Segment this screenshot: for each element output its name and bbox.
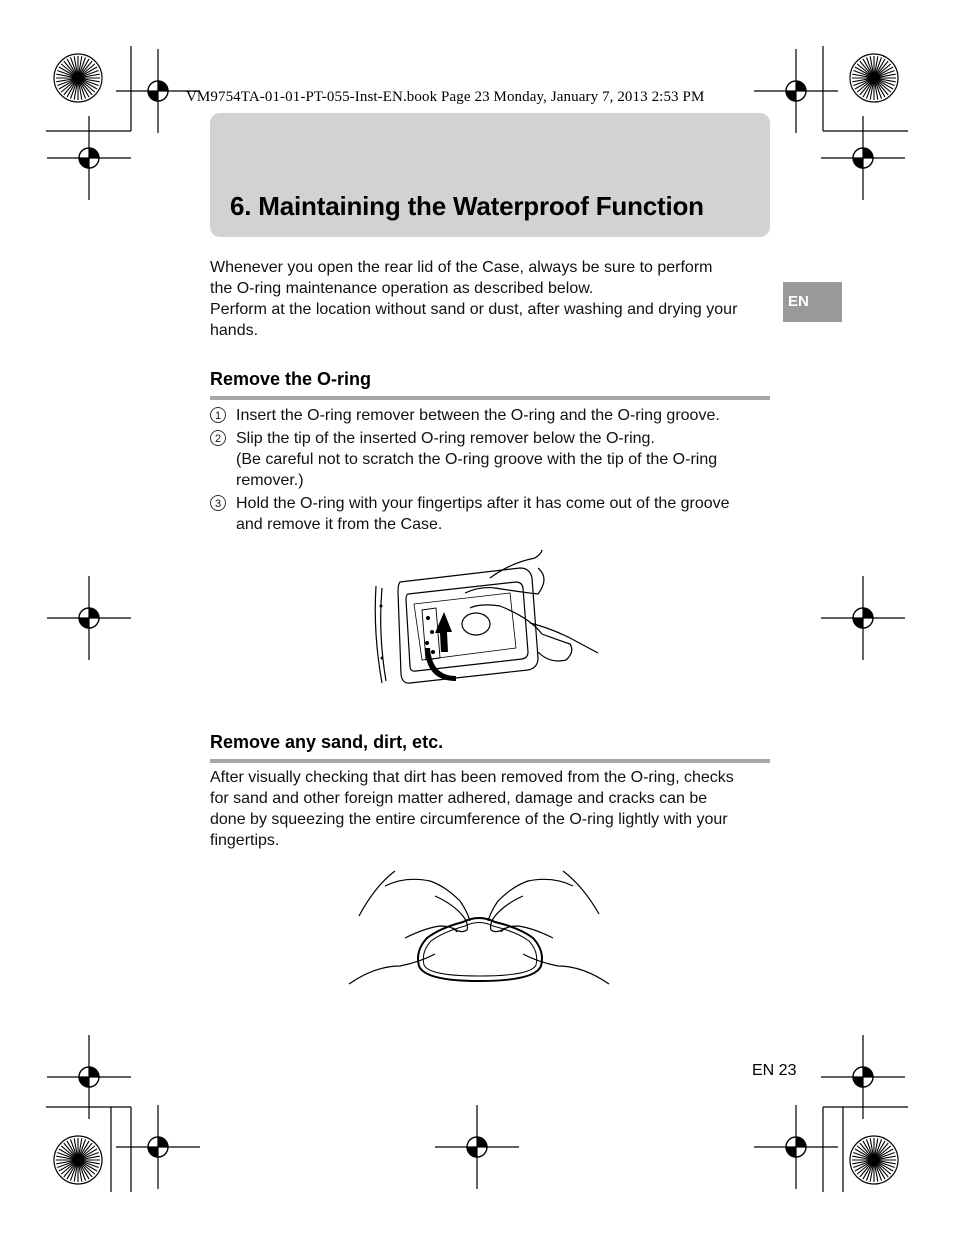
cleaning-line: for sand and other foreign matter adhered, damage and cracks can be	[210, 790, 708, 807]
oring-squeeze-illustration	[345, 866, 613, 988]
section-heading-text: Remove the O-ring	[210, 369, 372, 389]
step-text: Hold the O-ring with your fingertips after it has come out of the groove	[236, 495, 730, 512]
language-tab-label: EN	[788, 293, 809, 310]
cleaning-line: done by squeezing the entire circumference of the O-ring lightly with your	[210, 811, 728, 828]
section-rule	[210, 759, 770, 763]
section-heading-remove-sand	[210, 732, 770, 753]
title-banner	[210, 113, 770, 237]
cleaning-paragraph	[210, 767, 780, 851]
intro-line: hands.	[210, 322, 259, 339]
step-number-icon: 2	[210, 430, 226, 446]
intro-line: Perform at the location without sand or dust, after washing and drying your	[210, 301, 738, 318]
step-number-icon: 3	[210, 495, 226, 511]
intro-line: Whenever you open the rear lid of the Case, always be sure to perform	[210, 259, 713, 276]
star-target-icon	[850, 1136, 898, 1184]
star-target-icon	[850, 54, 898, 102]
section-heading-text: Remove any sand, dirt, etc.	[210, 732, 444, 752]
step-item	[210, 428, 780, 491]
book-header-info: VM9754TA-01-01-PT-055-Inst-EN.book Page 23 Monday, January 7, 2013 2:53 PM	[186, 89, 705, 105]
oring-removal-illustration	[370, 548, 602, 690]
step-item	[210, 405, 780, 426]
cleaning-line: fingertips.	[210, 832, 280, 849]
step-text: Slip the tip of the inserted O-ring remover below the O-ring.	[236, 430, 655, 447]
intro-line: the O-ring maintenance operation as described below.	[210, 280, 594, 297]
step-number-icon: 1	[210, 407, 226, 423]
cleaning-line: After visually checking that dirt has been removed from the O-ring, checks	[210, 769, 734, 786]
star-target-icon	[54, 1136, 102, 1184]
intro-paragraph	[210, 257, 780, 341]
section-rule	[210, 396, 770, 400]
step-text: and remove it from the Case.	[236, 516, 443, 533]
step-list	[210, 405, 780, 537]
step-text: (Be careful not to scratch the O-ring groove with the tip of the O-ring	[236, 451, 718, 468]
step-text: Insert the O-ring remover between the O-ring and the O-ring groove.	[236, 407, 720, 424]
section-heading-remove-oring	[210, 369, 770, 390]
page-title: 6. Maintaining the Waterproof Function	[230, 191, 704, 221]
page-number: EN 23	[752, 1062, 797, 1079]
star-target-icon	[54, 54, 102, 102]
step-item	[210, 493, 780, 535]
language-tab	[783, 282, 842, 322]
step-text: remover.)	[236, 472, 304, 489]
